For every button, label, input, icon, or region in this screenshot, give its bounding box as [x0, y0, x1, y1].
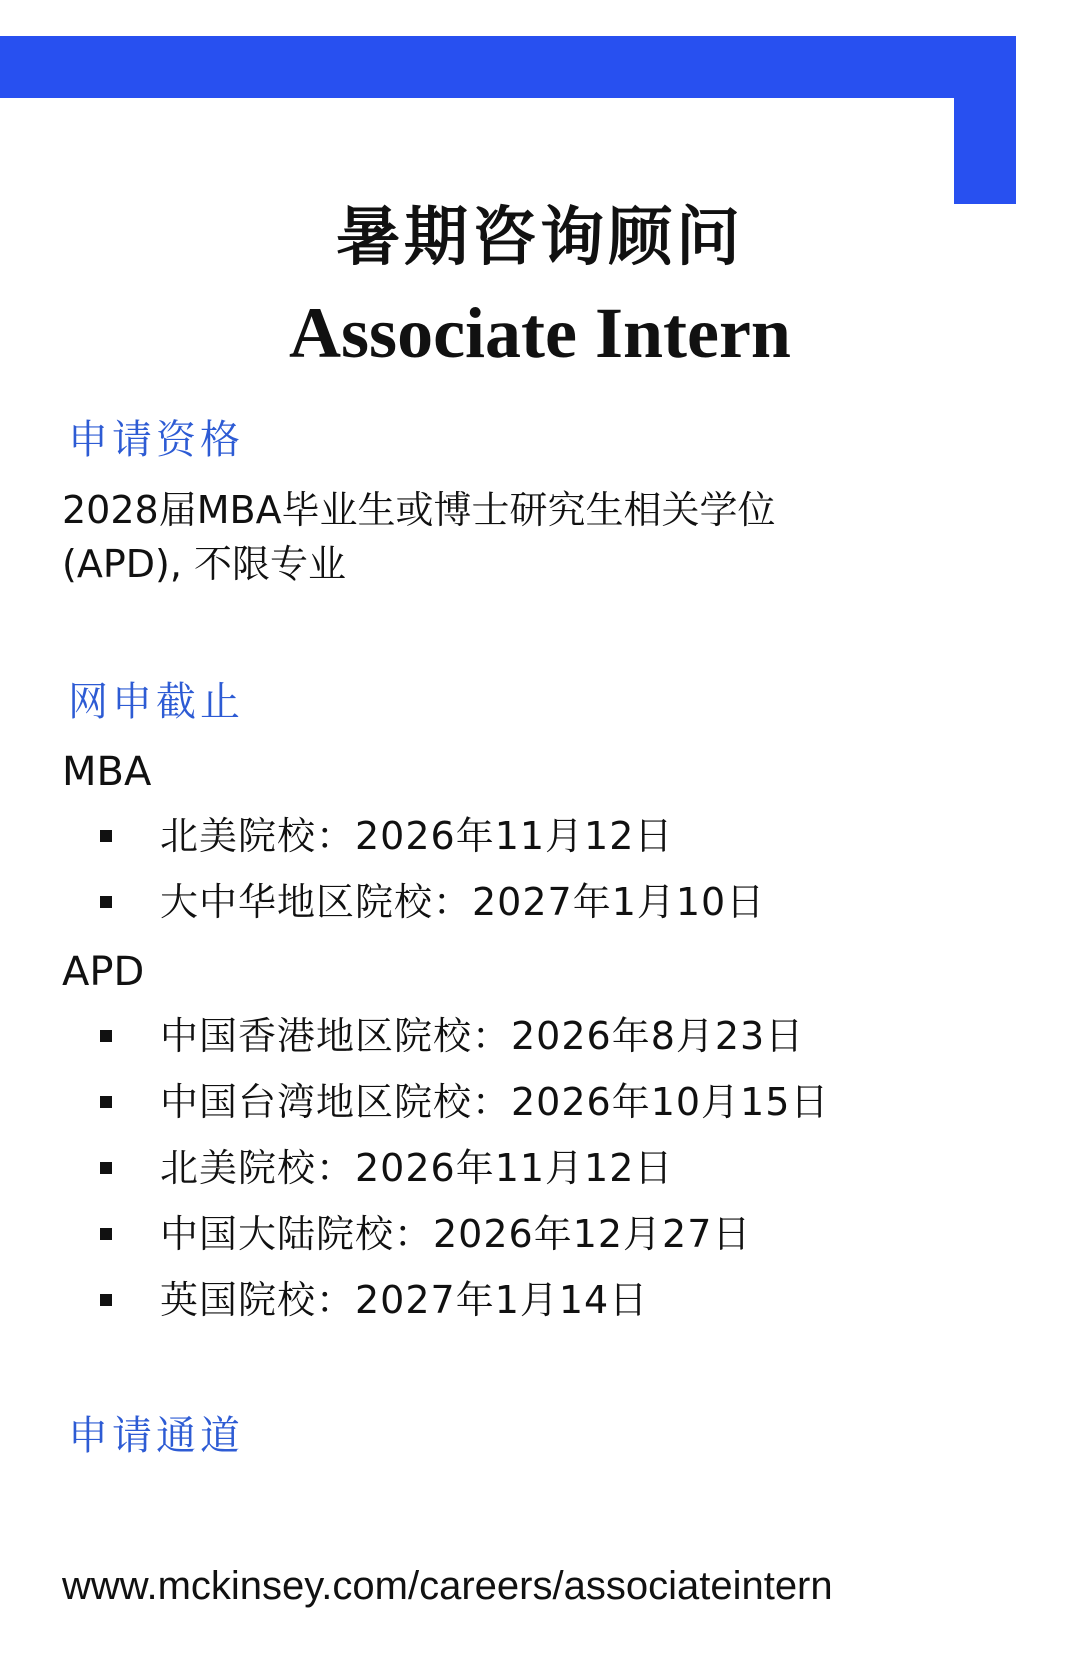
bullet-icon — [100, 1030, 112, 1042]
list-item — [100, 1142, 673, 1194]
mba-deadline-item: 北美院校：2026年11月12日 — [160, 814, 674, 858]
accent-bar-top — [0, 36, 1016, 98]
bullet-icon — [100, 1294, 112, 1306]
mba-group-label: MBA — [62, 749, 152, 795]
apd-deadline-item: 中国大陆院校：2026年12月27日 — [160, 1212, 752, 1256]
accent-bar-right — [954, 36, 1016, 204]
apd-deadline-item: 北美院校：2026年11月12日 — [160, 1146, 674, 1190]
list-item — [100, 1010, 804, 1062]
bullet-icon — [100, 1162, 112, 1174]
bullet-icon — [100, 1228, 112, 1240]
bullet-icon — [100, 896, 112, 908]
eligibility-line-1: 2028届MBA毕业生或博士研究生相关学位 — [62, 488, 776, 532]
list-item — [100, 810, 673, 862]
list-item — [100, 1076, 829, 1128]
list-item — [100, 1274, 648, 1326]
apd-group-label: APD — [62, 949, 145, 995]
bullet-icon — [100, 830, 112, 842]
eligibility-line-2: (APD), 不限专业 — [62, 542, 346, 586]
list-item — [100, 876, 765, 928]
mba-deadline-item: 大中华地区院校：2027年1月10日 — [160, 880, 766, 924]
bullet-icon — [100, 1096, 112, 1108]
page-title-cn: 暑期咨询顾问 — [336, 200, 744, 275]
apd-deadline-item: 中国香港地区院校：2026年8月23日 — [160, 1014, 805, 1058]
eligibility-heading: 申请资格 — [68, 417, 244, 463]
deadline-heading: 网申截止 — [68, 679, 244, 725]
list-item — [100, 1208, 751, 1260]
page-title-en: Associate Intern — [289, 293, 791, 373]
application-url-link[interactable]: www.mckinsey.com/careers/associateintern — [62, 1564, 833, 1608]
apd-deadline-item: 中国台湾地区院校：2026年10月15日 — [160, 1080, 830, 1124]
application-heading: 申请通道 — [68, 1413, 244, 1459]
apd-deadline-item: 英国院校：2027年1月14日 — [160, 1278, 649, 1322]
